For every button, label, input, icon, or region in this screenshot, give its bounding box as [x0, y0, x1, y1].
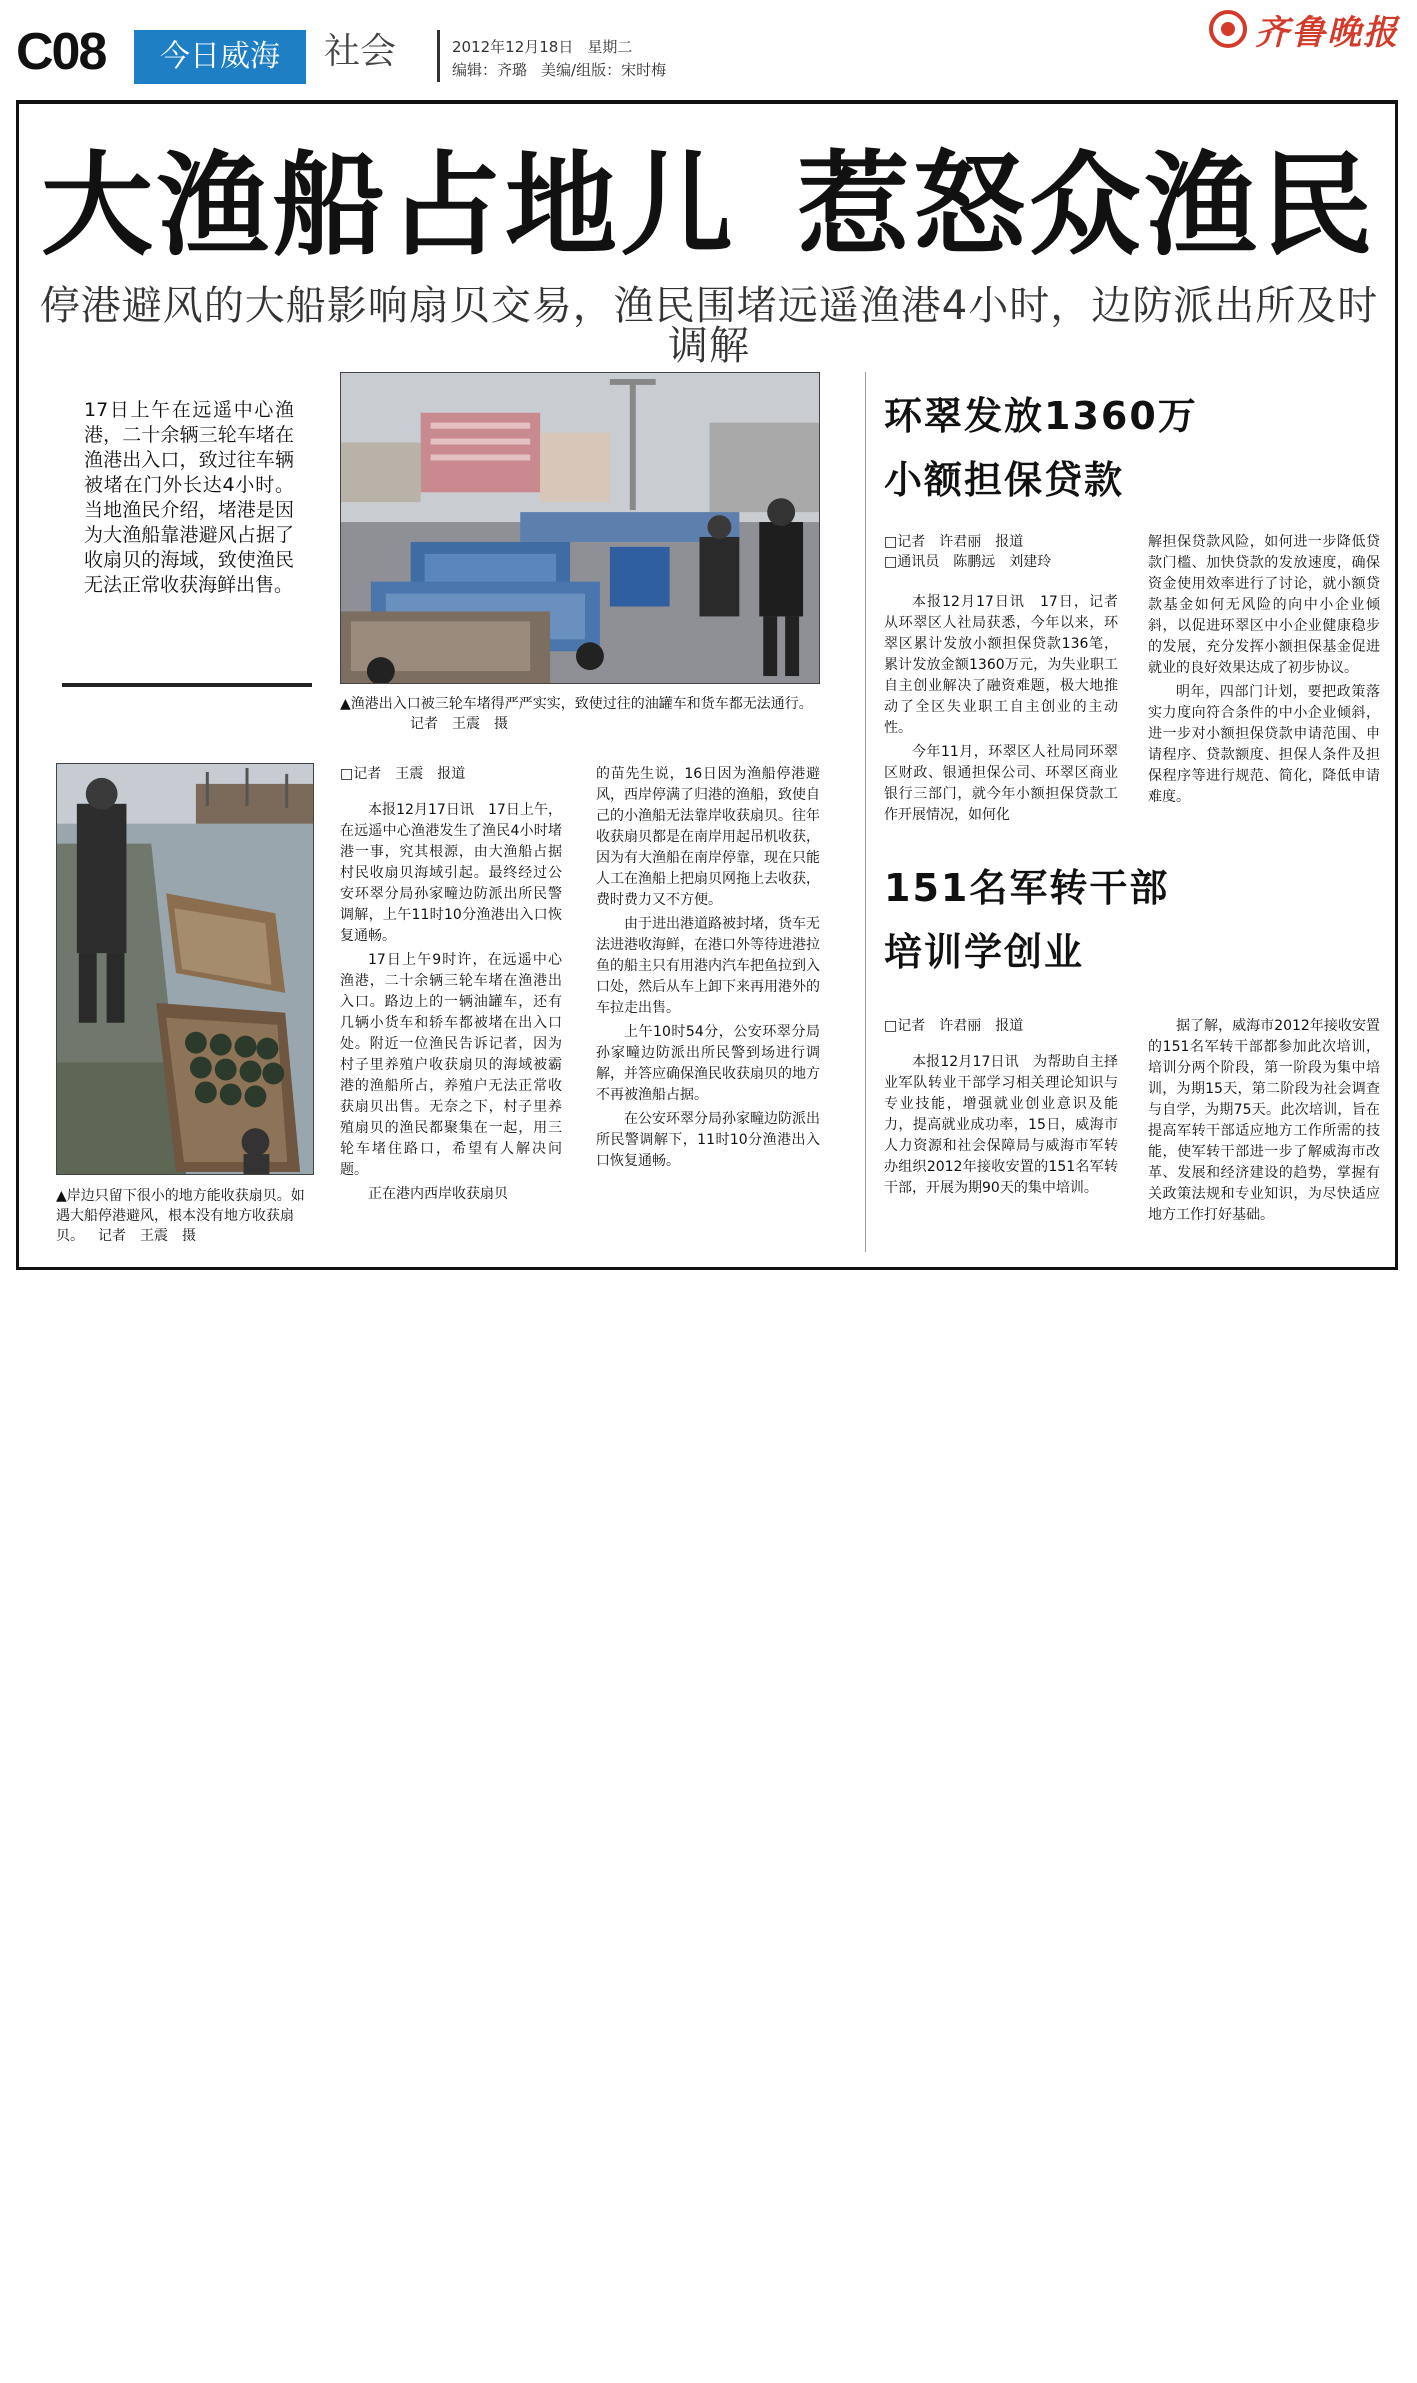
paragraph: 据了解，威海市2012年接收安置的151名军转干部都参加此次培训，培训分两个阶段，第一阶段为集中培训，为期15天，第二阶段为社会调查与自学，为期75天。此次培训，旨在提高军转干部适应地方工作所需的技能，使军转干部进一步了解威海市改革、发展和经济建设的趋势，掌握有关政策法规和专业知识，为尽快适应地方工作打好基础。 — [1148, 1018, 1380, 1223]
main-col-2 — [596, 764, 820, 1175]
story2-headline-line1: 环翠发放1360万 — [884, 394, 1198, 438]
lead-paragraph: 17日上午在远遥中心渔港，二十余辆三轮车堵在渔港出入口，致过往车辆被堵在门外长达4小时。当地渔民介绍，堵港是因为大渔船靠港避风占据了收扇贝的海域，致使渔民无法正常收获海鲜出售。 — [84, 399, 294, 596]
issue-date: 2012年12月18日 — [452, 38, 574, 56]
logo-text: 齐鲁晚报 — [1255, 12, 1399, 53]
paragraph: 本报12月17日讯 为帮助自主择业军队转业干部学习相关理论知识与专业技能，增强就业创业意识及能力，提高就业成功率，15日，威海市人力资源和社会保障局与威海市军转办组织2012年接收安置的151名军转干部，开展为期90天的集中培训。 — [884, 1054, 1118, 1196]
story2-byline-reporter: □记者 许君丽 报道 — [884, 534, 1024, 550]
photo-scallop-boats-caption — [56, 1186, 314, 1246]
masthead — [0, 0, 1417, 100]
photo-scallop-boats — [56, 763, 314, 1175]
main-headline — [20, 141, 1398, 271]
lead-rule — [62, 683, 312, 687]
masthead-divider — [437, 30, 440, 82]
paragraph: 的苗先生说，16日因为渔船停港避风，西岸停满了归港的渔船，致使自己的小渔船无法靠岸收获扇贝。往年收获扇贝都是在南岸用起吊机收获，因为有大渔船在南岸停靠，现在只能人工在渔船上把扇贝网拖上去收获，费时费力又不方便。 — [596, 766, 820, 908]
column-divider — [865, 372, 866, 1252]
story3-headline-line2: 培训学创业 — [884, 930, 1085, 974]
headline-part-b: 惹怒众渔民 — [797, 141, 1377, 271]
paragraph: 本报12月17日讯 17日上午，在远遥中心渔港发生了渔民4小时堵港一事，究其根源，由大渔船占据村民收扇贝海域引起。最终经过公安环翠分局孙家疃边防派出所民警调解，上午11时10分渔港出入口恢复通畅。 — [340, 802, 562, 944]
story2-col-2 — [1148, 532, 1380, 811]
issue-weekday: 星期二 — [587, 38, 633, 56]
paragraph: 在公安环翠分局孙家疃边防派出所民警调解下，11时10分渔港出入口恢复通畅。 — [596, 1111, 820, 1169]
story3-col-2 — [1148, 1016, 1380, 1229]
paragraph: 由于进出港道路被封堵，货车无法进港收海鲜，在港口外等待进港拉鱼的船主只有用港内汽车把鱼拉到入口处，然后从车上卸下来再用港外的车拉走出售。 — [596, 916, 820, 1016]
masthead-meta — [452, 36, 680, 82]
story2-headline — [884, 384, 1198, 512]
photo-tricycles-caption — [340, 694, 820, 734]
story3-headline — [884, 856, 1169, 984]
page-number: C08 — [16, 23, 106, 81]
paragraph: 17日上午9时许，在远遥中心渔港，二十余辆三轮车堵在渔港出入口。路边上的一辆油罐车，还有几辆小货车和轿车都被堵在出入口处。附近一位渔民告诉记者，因为村子里养殖户收获扇贝的海域被霸港的渔船所占，养殖户无法正常收获扇贝出售。无奈之下，村子里养殖扇贝的渔民都聚集在一起，用三轮车堵住路口，希望有人解决问题。 — [340, 952, 562, 1178]
headline-part-a: 大渔船占地儿 — [41, 141, 737, 271]
main-subheadline: 停港避风的大船影响扇贝交易，渔民围堵远遥渔港4小时，边防派出所及时调解 — [39, 283, 1379, 369]
main-col-1 — [340, 800, 562, 1208]
paragraph: 今年11月，环翠区人社局同环翠区财政、银通担保公司、环翠区商业银行三部门，就今年小额担保贷款工作开展情况，如何化 — [884, 744, 1118, 823]
paragraph: 本报12月17日讯 17日，记者从环翠区人社局获悉，今年以来，环翠区累计发放小额担保贷款136笔，累计发放金额1360万元，为失业职工自主创业解决了融资难题，极大地推动了全区失业职工自主创业的主动性。 — [884, 594, 1118, 736]
editor-credit: 编辑：齐璐 — [452, 61, 528, 79]
paragraph: 明年，四部门计划，要把政策落实力度向符合条件的中小企业倾斜，进一步对小额担保贷款申请范围、申请程序、贷款额度、担保人条件及担保程序等进行规范、简化，降低申请难度。 — [1148, 684, 1380, 805]
story2-bylines — [884, 532, 1051, 572]
photo-tricycles — [340, 372, 820, 684]
story2-col-1 — [884, 592, 1118, 829]
story3-col-1 — [884, 1052, 1118, 1202]
paragraph: 上午10时54分，公安环翠分局孙家疃边防派出所民警到场进行调解，并答应确保渔民收获扇贝的地方不再被渔船占据。 — [596, 1024, 820, 1103]
story3-byline: □记者 许君丽 报道 — [884, 1018, 1024, 1034]
edition-badge: 今日威海 — [134, 30, 306, 84]
story2-byline-correspondents: □通讯员 陈鹏远 刘建玲 — [884, 554, 1052, 570]
newspaper-logo — [1209, 6, 1399, 52]
designer-credit: 美编/组版：宋时梅 — [541, 61, 667, 79]
section-name: 社会 — [324, 31, 397, 72]
story3-headline-line1: 151名军转干部 — [884, 866, 1170, 910]
circle-logo-icon — [1209, 10, 1247, 48]
story2-headline-line2: 小额担保贷款 — [884, 458, 1125, 502]
photo-credit: 记者 王震 摄 — [410, 716, 508, 732]
main-byline: □记者 王震 报道 — [340, 766, 466, 782]
caption-text: ▲岸边只留下很小的地方能收获扇贝。如遇大船停港避风，根本没有地方收获扇贝。 — [56, 1188, 305, 1244]
paragraph: 解担保贷款风险，如何进一步降低贷款门槛、加快贷款的发放速度，确保资金使用效率进行了讨论，就小额贷款基金如何无风险的向中小企业倾斜，以促进环翠区中小企业健康稳步的发展，充分发挥小额担保基金促进就业的良好效果达成了初步协议。 — [1148, 534, 1380, 676]
photo-credit: 记者 王震 摄 — [98, 1228, 196, 1244]
paragraph: 正在港内西岸收获扇贝 — [368, 1186, 508, 1202]
caption-text: ▲渔港出入口被三轮车堵得严严实实，致使过往的油罐车和货车都无法通行。 — [340, 696, 813, 712]
